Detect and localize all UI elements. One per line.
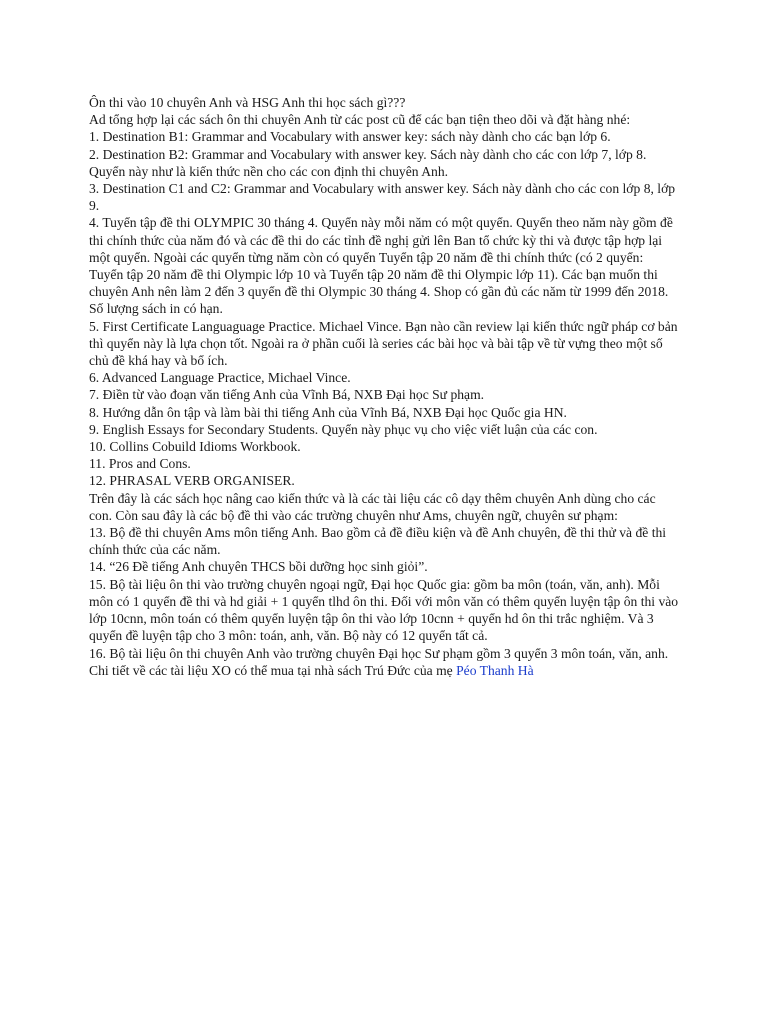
list-item: 16. Bộ tài liệu ôn thi chuyên Anh vào trường chuyên Đại học Sư phạm gồm 3 quyển 3 môn toán, văn, anh. <box>89 645 669 661</box>
list-item: 15. Bộ tài liệu ôn thi vào trường chuyên ngoại ngữ, Đại học Quốc gia: gồm ba môn (toán, văn, anh). Mỗi môn có 1 quyển đề thi và hd giải + 1 quyển tlhd ôn thi. Đối với môn văn có thêm quyển luyện tập ôn thi vào lớp 10cnn, môn toán có thêm quyển luyện tập ôn thi vào lớp 10cnn + quyển hd ôn thi trắc nghiệm. Và 3 quyển đề luyện tập cho 3 môn: toán, anh, văn. Bộ này có 12 quyển tất cả. <box>89 576 679 644</box>
transition-paragraph: Trên đây là các sách học nâng cao kiến thức và là các tài liệu các cô dạy thêm chuyên Anh dùng cho các con. Còn sau đây là các bộ đề thi vào các trường chuyên như Ams, chuyên ngữ, chuyên sư phạm: <box>89 490 656 523</box>
list-item: 7. Điền từ vào đoạn văn tiếng Anh của Vĩnh Bá, NXB Đại học Sư phạm. <box>89 387 485 403</box>
list-item: 13. Bộ đề thi chuyên Ams môn tiếng Anh. Bao gồm cả đề điều kiện và đề Anh chuyên, đề thi thử và đề thi chính thức của các năm. <box>89 525 667 558</box>
list-item: 9. English Essays for Secondary Students. Quyển này phục vụ cho việc viết luận của các con. <box>89 421 598 437</box>
list-item: 14. “26 Đề tiếng Anh chuyên THCS bồi dưỡng học sinh giỏi”. <box>89 559 428 575</box>
footer-text: Chi tiết về các tài liệu XO có thể mua tại nhà sách Trú Đức của mẹ <box>89 662 457 678</box>
list-item: 12. PHRASAL VERB ORGANISER. <box>89 473 295 489</box>
footer-paragraph <box>89 662 679 679</box>
list-item: 10. Collins Cobuild Idioms Workbook. <box>89 439 301 455</box>
list-item: 11. Pros and Cons. <box>89 456 191 472</box>
author-link[interactable]: Péo Thanh Hà <box>456 662 534 678</box>
list-item: 6. Advanced Language Practice, Michael Vince. <box>89 370 351 386</box>
list-item: 8. Hướng dẫn ôn tập và làm bài thi tiếng Anh của Vĩnh Bá, NXB Đại học Quốc gia HN. <box>89 404 567 420</box>
list-item: 5. First Certificate Languaguage Practice. Michael Vince. Bạn nào cần review lại kiến thức ngữ pháp cơ bản thì quyển này là lựa chọn tốt. Ngoài ra ở phần cuối là series các bài học và bài tập về từ vựng theo một số chủ đề khá hay và bổ ích. <box>89 318 678 369</box>
document-body <box>89 94 679 679</box>
list-item: 1. Destination B1: Grammar and Vocabulary with answer key: sách này dành cho các bạn lớp 6. <box>89 129 611 145</box>
document-title: Ôn thi vào 10 chuyên Anh và HSG Anh thi học sách gì??? <box>89 95 406 110</box>
list-item: 2. Destination B2: Grammar and Vocabulary with answer key. Sách này dành cho các con lớp 7, lớp 8. Quyển này như là kiến thức nền cho các con định thi chuyên Anh. <box>89 146 647 179</box>
list-item: 3. Destination C1 and C2: Grammar and Vocabulary with answer key. Sách này dành cho các con lớp 8, lớp 9. <box>89 181 676 214</box>
intro-paragraph: Ad tổng hợp lại các sách ôn thi chuyên Anh từ các post cũ để các bạn tiện theo dõi và đặt hàng nhé: <box>89 112 631 128</box>
list-item: 4. Tuyển tập đề thi OLYMPIC 30 tháng 4. Quyển này mỗi năm có một quyển. Quyển theo năm này gồm đề thi chính thức của năm đó và các đề thi do các tỉnh đề nghị gửi lên Ban tổ chức kỳ thi và được tập hợp lại một quyển. Ngoài các quyển từng năm còn có quyển Tuyển tập 20 năm đề thi chính thức (có 2 quyển: Tuyển tập 20 năm đề thi Olympic lớp 10 và Tuyển tập 20 năm đề thi Olympic lớp 11). Các bạn muốn thi chuyên Anh nên làm 2 đến 3 quyển đề thi Olympic 30 tháng 4. Shop có gần đủ các năm từ 1999 đến 2018. Số lượng sách in có hạn. <box>89 215 673 317</box>
